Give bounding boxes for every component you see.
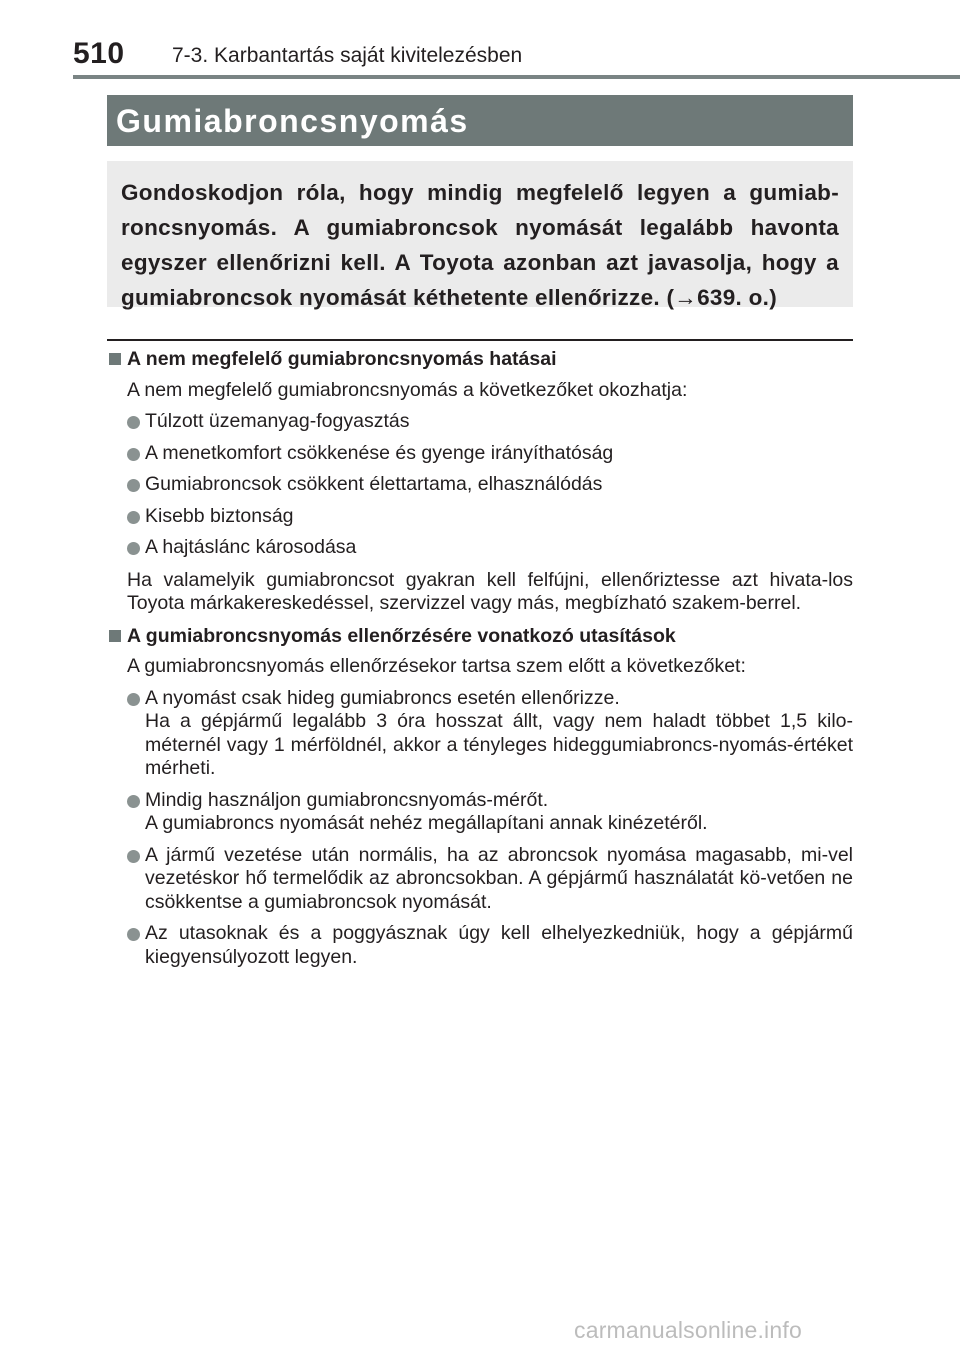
watermark: carmanualsonline.info bbox=[574, 1317, 802, 1343]
list-item bbox=[107, 844, 853, 915]
circle-bullet-icon bbox=[127, 795, 140, 808]
square-bullet-icon bbox=[109, 353, 121, 365]
circle-bullet-icon bbox=[127, 479, 140, 492]
square-bullet-icon bbox=[109, 630, 121, 642]
content bbox=[107, 348, 853, 969]
section-heading-instructions bbox=[107, 625, 853, 649]
list-item bbox=[107, 687, 853, 781]
list-item-text: Gumiabroncsok csökkent élettartama, elhasználódás bbox=[145, 473, 603, 495]
list-item bbox=[107, 410, 853, 434]
list-item-text: Mindig használjon gumiabroncsnyomás-mérőt. bbox=[145, 788, 549, 811]
page-title: Gumiabroncsnyomás bbox=[116, 103, 469, 139]
header-rule bbox=[73, 75, 960, 79]
list-item-text: A jármű vezetése után normális, ha az abroncsok nyomása magasabb, mi-vel vezetéskor hő termelődik az abroncsokban. A gépjármű használatát kö-vetően ne csökkentse a gumiabroncsok nyomását. bbox=[145, 843, 853, 913]
intro-box bbox=[107, 161, 853, 310]
list-item bbox=[107, 505, 853, 529]
section-outro: Ha valamelyik gumiabroncsot gyakran kell felfújni, ellenőriztesse azt hivata-los Toyota márkakereskedéssel, szervizzel vagy más, megbízható szakem-berrel. bbox=[127, 568, 853, 614]
list-item bbox=[107, 536, 853, 560]
running-head: 7-3. Karbantartás saját kivitelezésben bbox=[172, 44, 523, 67]
list-item-text: Az utasoknak és a poggyásznak úgy kell elhelyezkedniük, hogy a gépjármű kiegyensúlyozott legyen. bbox=[145, 922, 853, 968]
section-intro: A nem megfelelő gumiabroncsnyomás a következőket okozhatja: bbox=[127, 378, 688, 401]
list-item-detail: A gumiabroncs nyomását nehéz megállapítani annak kinézetéről. bbox=[145, 812, 708, 834]
title-bar bbox=[107, 95, 853, 146]
page-header bbox=[0, 0, 960, 80]
circle-bullet-icon bbox=[127, 511, 140, 524]
list-item-text: A menetkomfort csökkenése és gyenge irányíthatóság bbox=[145, 441, 614, 464]
list-item bbox=[107, 442, 853, 466]
list-item-text: A hajtáslánc károsodása bbox=[145, 536, 357, 558]
list-item bbox=[107, 473, 853, 497]
list-item-text: A nyomást csak hideg gumiabroncs esetén ellenőrizze. bbox=[145, 686, 620, 709]
section-heading-effects bbox=[107, 348, 853, 372]
section-heading-text: A nem megfelelő gumiabroncsnyomás hatásai bbox=[127, 348, 557, 370]
list-item bbox=[107, 789, 853, 836]
list-item-text: Kisebb biztonság bbox=[145, 504, 294, 527]
circle-bullet-icon bbox=[127, 416, 140, 429]
circle-bullet-icon bbox=[127, 693, 140, 706]
section-intro: A gumiabroncsnyomás ellenőrzésekor tartsa szem előtt a következőket: bbox=[127, 655, 746, 677]
section-rule bbox=[107, 339, 853, 341]
page-number: 510 bbox=[73, 37, 125, 70]
list-item bbox=[107, 922, 853, 969]
circle-bullet-icon bbox=[127, 542, 140, 555]
section-heading-text: A gumiabroncsnyomás ellenőrzésére vonatkozó utasítások bbox=[127, 624, 676, 647]
circle-bullet-icon bbox=[127, 850, 140, 863]
circle-bullet-icon bbox=[127, 928, 140, 941]
list-item-text: Túlzott üzemanyag-fogyasztás bbox=[145, 410, 410, 432]
circle-bullet-icon bbox=[127, 448, 140, 461]
intro-text: Gondoskodjon róla, hogy mindig megfelelő legyen a gumiab-roncsnyomás. A gumiabroncsok nyomását legalább havonta egyszer ellenőrizni kell. A Toyota azonban azt javasolja, hogy a gumiabroncsok nyomását kéthetente ellenőrizze. (→639. o.) bbox=[121, 180, 839, 310]
list-item-detail: Ha a gépjármű legalább 3 óra hosszat állt, vagy nem haladt többet 1,5 kilo-méternél vagy 1 mérföldnél, akkor a tényleges hideggumiabroncs-nyomás-értéket mérheti. bbox=[145, 710, 853, 779]
